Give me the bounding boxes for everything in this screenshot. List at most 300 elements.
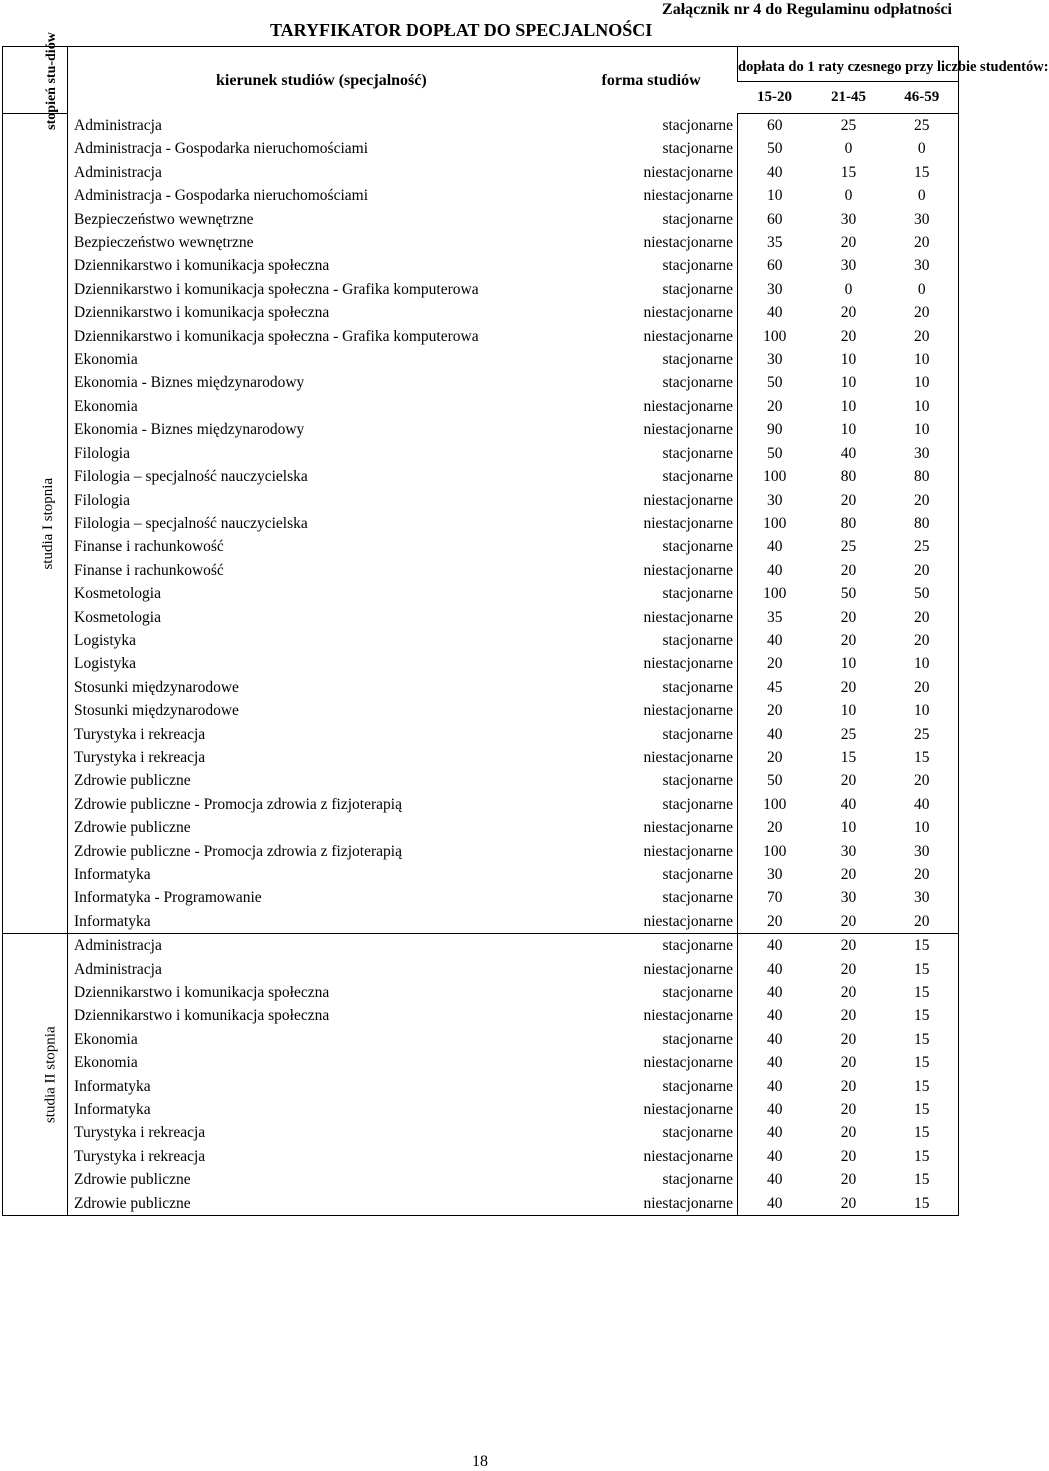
surcharge-21-45-cell: 20 — [840, 984, 857, 1002]
surcharge-21-45-cell: 0 — [844, 140, 853, 158]
table-row — [3, 535, 959, 558]
table-row — [3, 958, 959, 981]
table-row — [3, 254, 959, 277]
surcharge-46-59-cell: 20 — [886, 629, 959, 652]
level2-rows — [3, 934, 959, 1216]
program-cell: Informatyka — [74, 1077, 151, 1095]
program-cell: Zdrowie publiczne — [74, 1171, 191, 1189]
mode-cell: stacjonarne — [596, 371, 738, 394]
mode-cell: stacjonarne — [596, 1028, 738, 1051]
program-cell: Bezpieczeństwo wewnętrzne — [74, 210, 254, 228]
program-cell: Kosmetologia — [74, 608, 161, 626]
surcharge-46-59-cell: 10 — [886, 652, 959, 675]
table-row — [3, 512, 959, 535]
mode-cell: stacjonarne — [596, 535, 738, 558]
table-row — [3, 699, 959, 722]
program-cell: Ekonomia — [74, 1030, 138, 1048]
program-cell: Administracja - Gospodarka nieruchomościami — [74, 187, 369, 205]
surcharge-21-45-cell: 10 — [840, 819, 857, 837]
mode-cell: stacjonarne — [596, 934, 738, 958]
mode-cell: stacjonarne — [596, 629, 738, 652]
surcharge-46-59-cell: 10 — [886, 418, 959, 441]
surcharge-15-20-cell: 20 — [767, 397, 783, 415]
level1-rows — [3, 114, 959, 934]
surcharge-46-59-cell: 15 — [886, 1051, 959, 1074]
range-header: 46-59 — [886, 81, 959, 113]
surcharge-15-20-cell: 50 — [767, 140, 783, 158]
table-row — [3, 371, 959, 394]
table-row — [3, 1121, 959, 1144]
table-row — [3, 816, 959, 839]
program-cell: Informatyka — [74, 866, 151, 883]
surcharge-15-20-cell: 40 — [767, 561, 783, 579]
program-cell: Ekonomia - Biznes międzynarodowy — [74, 421, 305, 439]
surcharge-46-59-cell: 25 — [886, 535, 959, 558]
surcharge-46-59-cell: 20 — [886, 489, 959, 512]
surcharge-21-45-cell: 10 — [840, 421, 857, 439]
surcharge-21-45-cell: 20 — [840, 491, 857, 509]
program-cell: Administracja — [74, 163, 162, 181]
mode-cell: niestacjonarne — [596, 231, 738, 254]
table-row — [3, 442, 959, 465]
surcharge-21-45-cell: 30 — [840, 257, 857, 275]
program-cell: Filologia — [74, 491, 130, 509]
surcharge-21-45-cell: 20 — [840, 1030, 857, 1048]
surcharge-46-59-cell: 20 — [886, 910, 959, 934]
surcharge-46-59-cell: 0 — [886, 184, 959, 207]
mode-cell: niestacjonarne — [596, 489, 738, 512]
program-cell: Dziennikarstwo i komunikacja społeczna — [74, 1007, 330, 1025]
surcharge-15-20-cell: 40 — [767, 1124, 783, 1142]
surcharge-46-59-cell: 20 — [886, 301, 959, 324]
mode-cell: niestacjonarne — [596, 699, 738, 722]
surcharge-21-45-cell: 15 — [840, 163, 857, 181]
mode-cell: stacjonarne — [596, 886, 738, 909]
surcharge-15-20-cell: 60 — [767, 257, 783, 275]
surcharge-15-20-cell: 20 — [767, 748, 783, 766]
tariff-table — [2, 32, 1049, 1216]
surcharge-21-45-cell: 50 — [840, 585, 857, 603]
mode-cell: niestacjonarne — [596, 910, 738, 934]
surcharge-46-59-cell: 30 — [886, 442, 959, 465]
mode-cell: niestacjonarne — [596, 512, 738, 535]
mode-cell: niestacjonarne — [596, 1051, 738, 1074]
surcharge-46-59-cell: 0 — [886, 137, 959, 160]
surcharge-15-20-cell: 30 — [767, 351, 783, 369]
surcharge-21-45-cell: 20 — [840, 608, 857, 626]
table-row — [3, 559, 959, 582]
mode-cell: stacjonarne — [596, 114, 738, 138]
table-row — [3, 863, 959, 886]
table-row — [3, 910, 959, 934]
program-cell: Filologia – specjalność nauczycielska — [74, 514, 308, 532]
program-cell: Stosunki międzynarodowe — [74, 702, 239, 720]
program-cell: Logistyka — [74, 655, 137, 673]
surcharge-46-59-cell: 15 — [886, 981, 959, 1004]
surcharge-46-59-cell: 15 — [886, 1075, 959, 1098]
surcharge-21-45-cell: 20 — [840, 234, 857, 252]
program-cell: Turystyka i rekreacja — [74, 725, 206, 743]
program-cell: Ekonomia — [74, 1054, 138, 1072]
surcharge-21-45-cell: 15 — [840, 748, 857, 766]
program-cell: Administracja — [74, 960, 162, 978]
mode-cell: stacjonarne — [596, 769, 738, 792]
surcharge-21-45-cell: 10 — [840, 374, 857, 392]
program-cell: Dziennikarstwo i komunikacja społeczna — [74, 984, 330, 1002]
header-row — [3, 47, 959, 82]
surcharge-15-20-cell: 40 — [767, 1147, 783, 1165]
table-row — [3, 629, 959, 652]
surcharge-21-45-cell: 20 — [840, 561, 857, 579]
program-cell: Bezpieczeństwo wewnętrzne — [74, 234, 254, 252]
surcharge-46-59-cell: 25 — [886, 114, 959, 138]
mode-cell: niestacjonarne — [596, 1004, 738, 1027]
level-header — [3, 32, 68, 131]
surcharge-15-20-cell: 30 — [767, 866, 783, 883]
table-row — [3, 793, 959, 816]
level2-label-cell — [3, 934, 68, 1216]
surcharge-21-45-cell: 40 — [840, 444, 857, 462]
surcharge-15-20-cell: 20 — [767, 819, 783, 837]
surcharge-21-45-cell: 20 — [840, 327, 857, 345]
surcharge-21-45-cell: 20 — [840, 304, 857, 322]
table-row — [3, 676, 959, 699]
program-cell: Stosunki międzynarodowe — [74, 678, 239, 696]
surcharge-46-59-cell: 15 — [886, 1192, 959, 1216]
table-row — [3, 1051, 959, 1074]
surcharge-21-45-cell: 20 — [840, 1147, 857, 1165]
program-cell: Zdrowie publiczne — [74, 819, 191, 837]
mode-cell: stacjonarne — [596, 582, 738, 605]
surcharge-15-20-cell: 100 — [763, 795, 787, 813]
surcharge-21-45-cell: 80 — [840, 468, 857, 486]
surcharge-21-45-cell: 20 — [840, 1007, 857, 1025]
surcharge-15-20-cell: 90 — [767, 421, 783, 439]
table-row — [3, 231, 959, 254]
surcharge-21-45-cell: 20 — [840, 631, 857, 649]
mode-cell: niestacjonarne — [596, 652, 738, 675]
table-row — [3, 934, 959, 958]
mode-cell: stacjonarne — [596, 1168, 738, 1191]
mode-cell: stacjonarne — [596, 137, 738, 160]
surcharge-21-45-cell: 20 — [840, 866, 857, 883]
surcharge-21-45-cell: 20 — [840, 678, 857, 696]
table-row — [3, 652, 959, 675]
table-row — [3, 582, 959, 605]
surcharge-15-20-cell: 40 — [767, 1054, 783, 1072]
surcharge-21-45-cell: 0 — [844, 280, 853, 298]
surcharge-46-59-cell: 20 — [886, 676, 959, 699]
surcharge-46-59-cell: 20 — [886, 769, 959, 792]
surcharge-46-59-cell: 20 — [886, 559, 959, 582]
surcharge-15-20-cell: 100 — [763, 585, 787, 603]
program-cell: Informatyka — [74, 1101, 151, 1119]
mode-cell: stacjonarne — [596, 1075, 738, 1098]
surcharge-15-20-cell: 20 — [767, 702, 783, 720]
surcharge-21-45-cell: 0 — [844, 187, 853, 205]
program-cell: Ekonomia — [74, 397, 138, 415]
program-cell: Dziennikarstwo i komunikacja społeczna - Grafika komputerowa — [74, 280, 479, 298]
surcharge-21-45-cell: 40 — [840, 795, 857, 813]
surcharge-21-45-cell: 20 — [840, 960, 857, 978]
mode-cell: stacjonarne — [596, 278, 738, 301]
surcharge-46-59-cell: 30 — [886, 254, 959, 277]
surcharge-46-59-cell: 10 — [886, 348, 959, 371]
surcharge-46-59-cell: 15 — [886, 1168, 959, 1191]
table-row — [3, 418, 959, 441]
program-cell: Ekonomia — [74, 351, 138, 369]
program-cell: Dziennikarstwo i komunikacja społeczna — [74, 304, 330, 322]
surcharge-21-45-cell: 20 — [812, 1192, 886, 1216]
surcharge-15-20-cell: 60 — [767, 117, 783, 134]
program-cell: Administracja - Gospodarka nieruchomościami — [74, 140, 369, 158]
surcharge-15-20-cell: 40 — [767, 1171, 783, 1189]
surcharge-46-59-cell: 25 — [886, 723, 959, 746]
surcharge-15-20-cell: 20 — [767, 655, 783, 673]
surcharge-46-59-cell: 20 — [886, 231, 959, 254]
surcharge-46-59-cell: 15 — [886, 161, 959, 184]
surcharge-15-20-cell: 40 — [767, 937, 783, 955]
program-header: kierunek studiów (specjalność) — [68, 47, 596, 114]
surcharge-46-59-cell: 15 — [886, 1145, 959, 1168]
table-row — [3, 465, 959, 488]
program-cell: Turystyka i rekreacja — [74, 1147, 206, 1165]
document-title: TARYFIKATOR DOPŁAT DO SPECJALNOŚCI — [270, 20, 653, 40]
range-header: 15-20 — [738, 81, 812, 113]
surcharge-15-20-cell: 40 — [767, 163, 783, 181]
table-row — [3, 1168, 959, 1191]
level1-label-cell — [3, 114, 68, 934]
surcharge-15-20-cell: 40 — [767, 1077, 783, 1095]
surcharge-46-59-cell: 15 — [886, 1004, 959, 1027]
table-row — [3, 840, 959, 863]
program-cell: Administracja — [74, 116, 162, 134]
surcharge-46-59-cell: 10 — [886, 699, 959, 722]
surcharge-46-59-cell: 15 — [886, 1098, 959, 1121]
level1-label-cell-label: studia I stopnia — [40, 478, 57, 570]
surcharge-21-45-cell: 25 — [840, 725, 857, 743]
surcharge-21-45-cell: 20 — [840, 772, 857, 790]
surcharge-46-59-cell: 30 — [886, 886, 959, 909]
surcharge-46-59-cell: 30 — [886, 208, 959, 231]
surcharge-15-20-cell: 40 — [767, 538, 783, 556]
surcharge-21-45-cell: 20 — [840, 1101, 857, 1119]
program-cell: Finanse i rachunkowość — [74, 561, 224, 579]
mode-cell: stacjonarne — [596, 348, 738, 371]
surcharge-15-20-cell: 10 — [767, 187, 783, 205]
table-row — [3, 886, 959, 909]
program-cell: Administracja — [74, 937, 162, 955]
surcharge-15-20-cell: 70 — [767, 889, 783, 907]
surcharge-21-45-cell: 20 — [840, 1054, 857, 1072]
table-row — [3, 1004, 959, 1027]
mode-cell: stacjonarne — [596, 981, 738, 1004]
surcharge-21-45-cell: 10 — [840, 655, 857, 673]
surcharge-15-20-cell: 40 — [767, 1030, 783, 1048]
program-cell: Informatyka — [68, 910, 596, 934]
surcharge-21-45-cell: 30 — [840, 889, 857, 907]
program-cell: Zdrowie publiczne - Promocja zdrowia z fizjoterapią — [74, 842, 402, 860]
surcharge-15-20-cell: 100 — [763, 514, 787, 532]
surcharge-15-20-cell: 40 — [767, 1007, 783, 1025]
surcharge-15-20-cell: 35 — [767, 234, 783, 252]
mode-cell: niestacjonarne — [596, 301, 738, 324]
surcharge-46-59-cell: 20 — [886, 606, 959, 629]
table-row — [3, 114, 959, 138]
surcharge-15-20-cell: 40 — [767, 725, 783, 743]
table-row — [3, 325, 959, 348]
mode-cell: niestacjonarne — [596, 816, 738, 839]
table-row — [3, 1145, 959, 1168]
program-cell: Informatyka - Programowanie — [74, 889, 262, 907]
mode-cell: niestacjonarne — [596, 958, 738, 981]
surcharge-46-59-cell: 15 — [886, 1028, 959, 1051]
table-row — [3, 746, 959, 769]
surcharge-46-59-cell: 20 — [886, 325, 959, 348]
surcharge-21-45-cell: 10 — [840, 351, 857, 369]
table-row — [3, 1028, 959, 1051]
surcharge-46-59-cell: 15 — [886, 934, 959, 958]
mode-header: forma studiów — [596, 47, 738, 114]
surcharge-15-20-cell: 50 — [767, 444, 783, 462]
program-cell: Turystyka i rekreacja — [74, 1124, 206, 1142]
table-row — [3, 1075, 959, 1098]
surcharge-46-59-cell: 40 — [886, 793, 959, 816]
mode-cell: niestacjonarne — [596, 1098, 738, 1121]
mode-cell: stacjonarne — [596, 863, 738, 886]
surcharge-15-20-cell: 100 — [763, 842, 787, 860]
surcharge-21-45-cell: 20 — [840, 1171, 857, 1189]
mode-cell: niestacjonarne — [596, 1145, 738, 1168]
program-cell: Logistyka — [74, 631, 137, 649]
surcharge-21-45-cell: 25 — [840, 538, 857, 556]
program-cell: Filologia — [74, 444, 130, 462]
table-row — [3, 184, 959, 207]
surcharge-46-59-cell: 50 — [886, 582, 959, 605]
surcharge-21-45-cell: 20 — [812, 910, 886, 934]
mode-cell: stacjonarne — [596, 1121, 738, 1144]
program-cell: Dziennikarstwo i komunikacja społeczna - Grafika komputerowa — [74, 327, 479, 345]
table-row — [3, 981, 959, 1004]
surcharge-46-59-cell: 20 — [886, 863, 959, 886]
table-row — [3, 395, 959, 418]
surcharge-21-45-cell: 80 — [840, 514, 857, 532]
mode-cell: stacjonarne — [596, 793, 738, 816]
mode-cell: niestacjonarne — [596, 418, 738, 441]
program-cell: Zdrowie publiczne — [74, 772, 191, 790]
surcharge-21-45-cell: 20 — [840, 1077, 857, 1095]
surcharge-46-59-cell: 10 — [886, 816, 959, 839]
surcharge-15-20-cell: 40 — [738, 1192, 812, 1216]
table-row — [3, 769, 959, 792]
table-row — [3, 489, 959, 512]
mode-cell: stacjonarne — [596, 254, 738, 277]
surcharge-15-20-cell: 45 — [767, 678, 783, 696]
table-row — [3, 208, 959, 231]
surcharge-46-59-cell: 80 — [886, 465, 959, 488]
surcharge-15-20-cell: 30 — [767, 491, 783, 509]
mode-cell: niestacjonarne — [596, 161, 738, 184]
surcharge-46-59-cell: 0 — [886, 278, 959, 301]
surcharge-46-59-cell: 10 — [886, 371, 959, 394]
program-cell: Zdrowie publiczne - Promocja zdrowia z fizjoterapią — [74, 795, 402, 813]
mode-cell: stacjonarne — [596, 465, 738, 488]
level2-label-cell-label: studia II stopnia — [42, 1026, 59, 1124]
program-cell: Turystyka i rekreacja — [74, 748, 206, 766]
mode-cell: stacjonarne — [596, 676, 738, 699]
surcharge-15-20-cell: 30 — [767, 280, 783, 298]
page-number: 18 — [472, 1453, 488, 1470]
surcharge-15-20-cell: 20 — [738, 910, 812, 934]
table-row — [3, 348, 959, 371]
table-row — [3, 723, 959, 746]
surcharge-15-20-cell: 60 — [767, 210, 783, 228]
surcharge-header: dopłata do 1 raty czesnego przy liczbie studentów: — [738, 47, 959, 82]
mode-cell: stacjonarne — [596, 723, 738, 746]
surcharge-21-45-cell: 10 — [840, 702, 857, 720]
program-cell: Ekonomia - Biznes międzynarodowy — [74, 374, 305, 392]
program-cell: Filologia – specjalność nauczycielska — [74, 468, 308, 486]
surcharge-15-20-cell: 40 — [767, 304, 783, 322]
surcharge-15-20-cell: 50 — [767, 772, 783, 790]
surcharge-46-59-cell: 15 — [886, 958, 959, 981]
surcharge-21-45-cell: 25 — [840, 117, 857, 134]
range-header: 21-45 — [812, 81, 886, 113]
surcharge-15-20-cell: 40 — [767, 960, 783, 978]
table-row — [3, 137, 959, 160]
level-header-label: stopień stu-diów — [43, 32, 59, 131]
table-row — [3, 1098, 959, 1121]
program-cell: Zdrowie publiczne — [68, 1192, 596, 1216]
mode-cell: niestacjonarne — [596, 395, 738, 418]
surcharge-15-20-cell: 40 — [767, 984, 783, 1002]
program-cell: Kosmetologia — [74, 585, 161, 603]
surcharge-15-20-cell: 100 — [763, 468, 787, 486]
surcharge-21-45-cell: 30 — [840, 842, 857, 860]
surcharge-21-45-cell: 20 — [840, 937, 857, 955]
table-row — [3, 161, 959, 184]
mode-cell: niestacjonarne — [596, 325, 738, 348]
mode-cell: stacjonarne — [596, 442, 738, 465]
surcharge-15-20-cell: 35 — [767, 608, 783, 626]
mode-cell: niestacjonarne — [596, 184, 738, 207]
annex-label: Załącznik nr 4 do Regulaminu odpłatności — [662, 1, 952, 18]
mode-cell: niestacjonarne — [596, 840, 738, 863]
mode-cell: niestacjonarne — [596, 1192, 738, 1216]
surcharge-15-20-cell: 40 — [767, 631, 783, 649]
table-row — [3, 1192, 959, 1216]
mode-cell: niestacjonarne — [596, 559, 738, 582]
surcharge-46-59-cell: 15 — [886, 746, 959, 769]
surcharge-21-45-cell: 10 — [840, 397, 857, 415]
surcharge-46-59-cell: 15 — [886, 1121, 959, 1144]
surcharge-15-20-cell: 40 — [767, 1101, 783, 1119]
surcharge-15-20-cell: 100 — [763, 327, 787, 345]
mode-cell: niestacjonarne — [596, 746, 738, 769]
mode-cell: stacjonarne — [596, 208, 738, 231]
surcharge-46-59-cell: 10 — [886, 395, 959, 418]
surcharge-21-45-cell: 20 — [840, 1124, 857, 1142]
program-cell: Finanse i rachunkowość — [74, 538, 224, 556]
surcharge-15-20-cell: 50 — [767, 374, 783, 392]
mode-cell: niestacjonarne — [596, 606, 738, 629]
table-row — [3, 278, 959, 301]
program-cell: Dziennikarstwo i komunikacja społeczna — [74, 257, 330, 275]
table-row — [3, 301, 959, 324]
surcharge-46-59-cell: 80 — [886, 512, 959, 535]
surcharge-21-45-cell: 30 — [840, 210, 857, 228]
table-row — [3, 606, 959, 629]
